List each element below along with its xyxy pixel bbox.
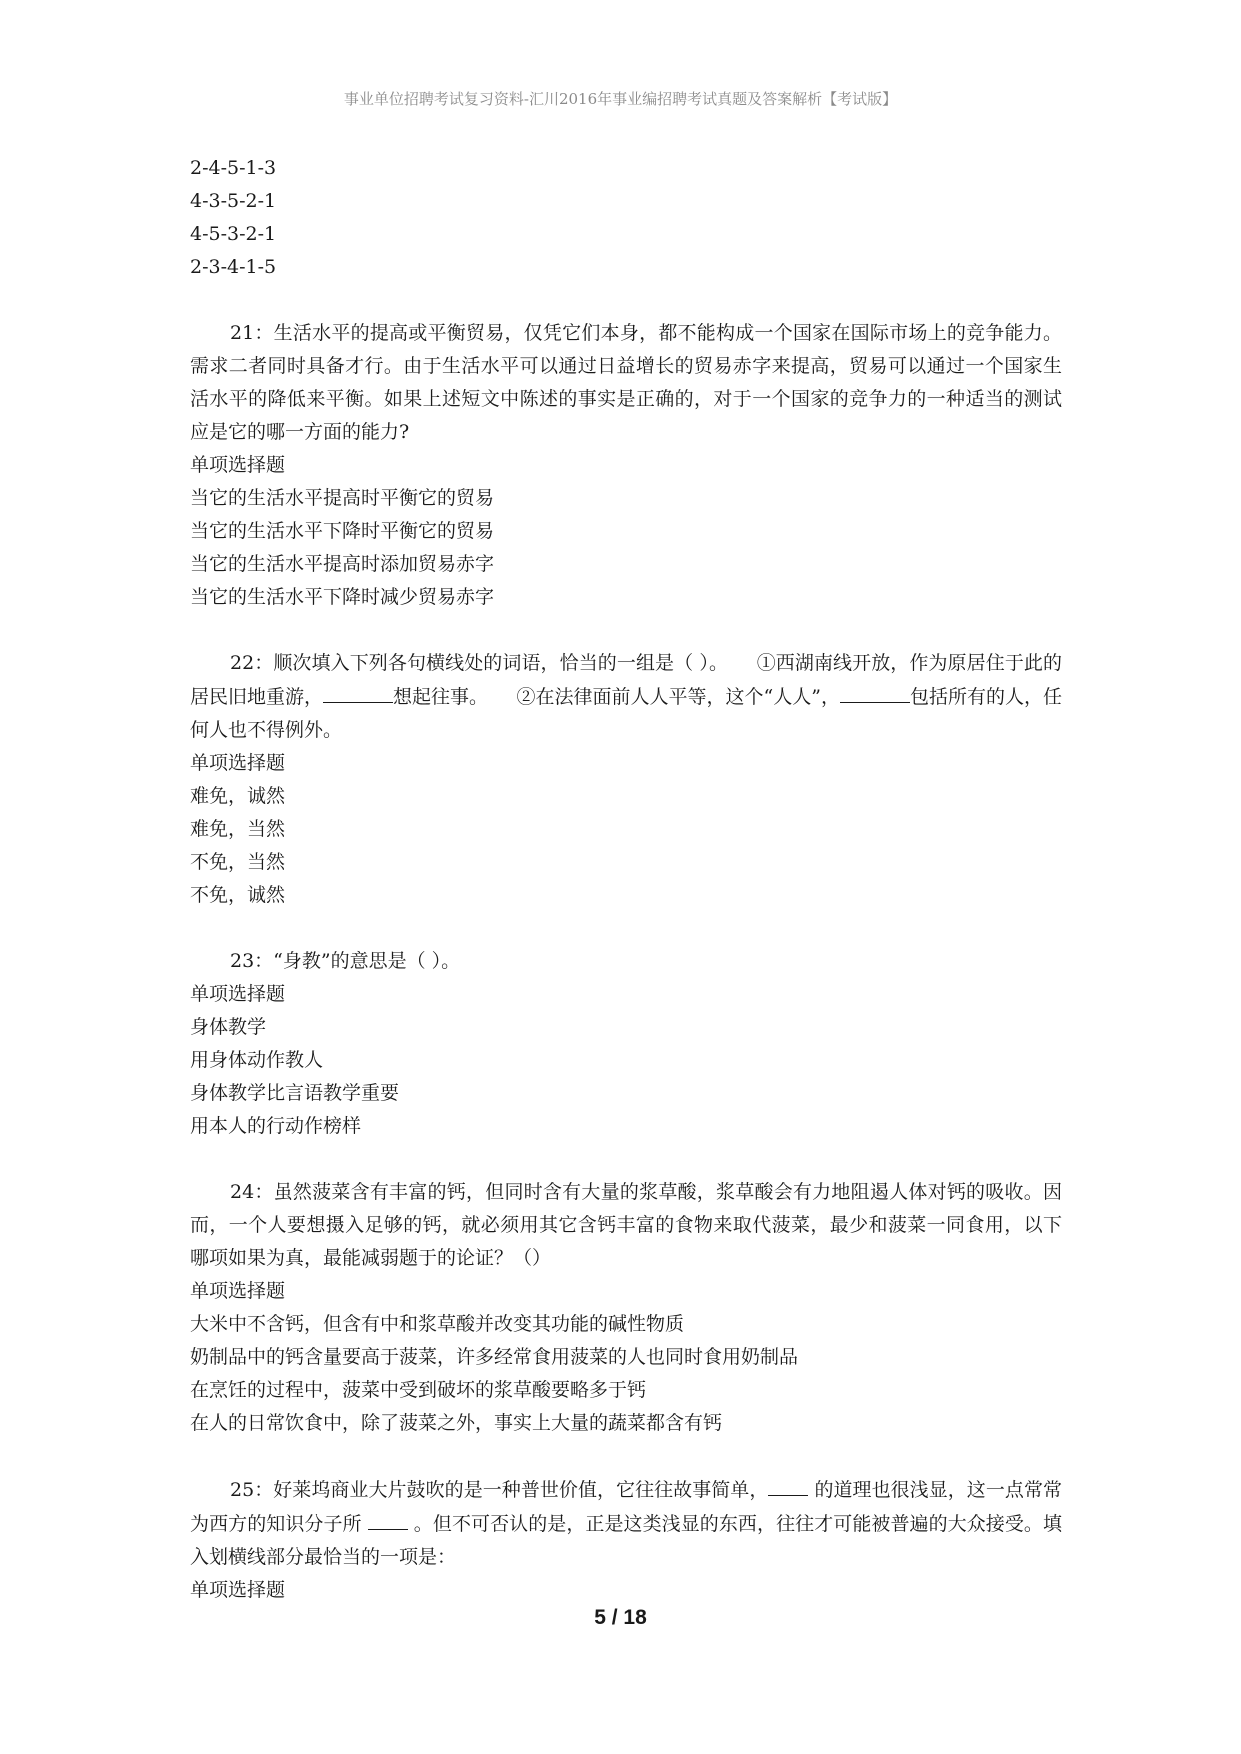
question-stem: 23：“身教”的意思是（ ）。 [230, 950, 461, 972]
option: 身体教学 [190, 1016, 267, 1038]
option: 奶制品中的钙含量要高于菠菜，许多经常食用菠菜的人也同时食用奶制品 [190, 1346, 799, 1368]
option: 身体教学比言语教学重要 [190, 1082, 400, 1104]
option: 大米中不含钙，但含有中和浆草酸并改变其功能的碱性物质 [190, 1313, 685, 1335]
page-content [190, 152, 1062, 1607]
fill-blank [840, 680, 910, 703]
running-header: 事业单位招聘考试复习资料-汇川2016年事业编招聘考试真题及答案解析【考试版】 [343, 90, 898, 108]
question-stem [190, 1473, 1062, 1574]
option: 不免，诚然 [190, 884, 286, 906]
option: 2-3-4-1-5 [190, 256, 277, 278]
fill-blank [323, 680, 393, 703]
fill-blank [768, 1473, 808, 1496]
option: 用本人的行动作榜样 [190, 1115, 362, 1137]
option: 当它的生活水平提高时添加贸易赤字 [190, 553, 495, 575]
option: 当它的生活水平下降时减少贸易赤字 [190, 586, 495, 608]
question-23 [190, 945, 1062, 1143]
option: 不免，当然 [190, 851, 286, 873]
stem-part: 包括所有的人，任何人也不得例外。 [190, 686, 1062, 741]
question-21 [190, 317, 1062, 614]
question-type: 单项选择题 [190, 983, 286, 1005]
stem-part: 想起往事。 ②在法律面前人人平等，这个“人人”， [393, 686, 840, 708]
option: 当它的生活水平下降时平衡它的贸易 [190, 520, 495, 542]
option: 当它的生活水平提高时平衡它的贸易 [190, 487, 495, 509]
option: 在人的日常饮食中，除了菠菜之外，事实上大量的蔬菜都含有钙 [190, 1412, 723, 1434]
option: 难免，当然 [190, 818, 286, 840]
question-type: 单项选择题 [190, 752, 286, 774]
stem-part: 22：顺次填入下列各句横线处的词语，恰当的一组是（ ）。 ①西湖南线开放，作为原居住于此的居民旧地重游， [190, 652, 1062, 708]
stem-part: 25：好莱坞商业大片鼓吹的是一种普世价值，它往往故事简单， [230, 1479, 769, 1501]
option: 在烹饪的过程中，菠菜中受到破坏的浆草酸要略多于钙 [190, 1379, 647, 1401]
question-type: 单项选择题 [190, 1280, 286, 1302]
question-22 [190, 647, 1062, 912]
stem-part: 的道理也很浅显，这一点常常为西方的知识分子所 [190, 1479, 1062, 1535]
question-24 [190, 1176, 1062, 1440]
question-25 [190, 1473, 1062, 1607]
option: 用身体动作教人 [190, 1049, 324, 1071]
question-stem [190, 647, 1062, 747]
option: 难免，诚然 [190, 785, 286, 807]
question-stem: 24：虽然菠菜含有丰富的钙，但同时含有大量的浆草酸，浆草酸会有力地阻遏人体对钙的吸收。因而，一个人要想摄入足够的钙，就必须用其它含钙丰富的食物来取代菠菜，最少和菠菜一同食用，以下哪项如果为真，最能减弱题于的论证？（） [190, 1181, 1062, 1269]
stem-part: 。但不可否认的是，正是这类浅显的东西，往往才可能被普遍的大众接受。填入划横线部分最恰当的一项是： [190, 1513, 1062, 1568]
question-type: 单项选择题 [190, 1579, 286, 1601]
previous-question-options [190, 152, 1062, 284]
option: 4-5-3-2-1 [190, 223, 277, 245]
option: 2-4-5-1-3 [190, 157, 277, 179]
question-type: 单项选择题 [190, 454, 286, 476]
option: 4-3-5-2-1 [190, 190, 277, 212]
page-number: 5 / 18 [594, 1606, 647, 1629]
fill-blank [368, 1507, 408, 1530]
question-stem: 21：生活水平的提高或平衡贸易，仅凭它们本身，都不能构成一个国家在国际市场上的竞争能力。需求二者同时具备才行。由于生活水平可以通过日益增长的贸易赤字来提高，贸易可以通过一个国家生活水平的降低来平衡。如果上述短文中陈述的事实是正确的，对于一个国家的竞争力的一种适当的测试应是它的哪一方面的能力? [190, 322, 1062, 443]
